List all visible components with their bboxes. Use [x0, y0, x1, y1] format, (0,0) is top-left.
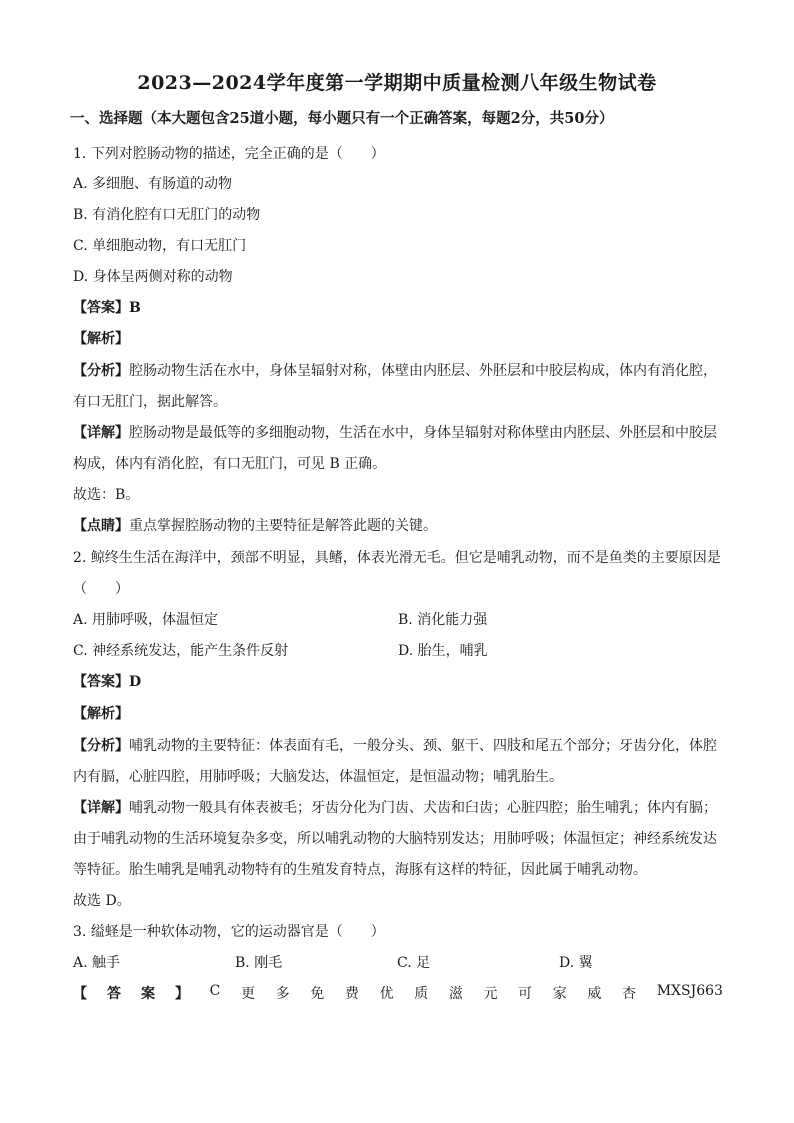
q1-fenxi-line-1 [73, 360, 717, 380]
q2-fenxi-text-1: 哺乳动物的主要特征：体表面有毛，一般分头、颈、躯干、四肢和尾五个部分；牙齿分化，体腔 [129, 738, 717, 754]
q3-stem: 3. 缢蛏是一种软体动物，它的运动器官是（ ） [73, 924, 385, 940]
footer-char: C [209, 983, 221, 999]
footer-char: 免 [310, 986, 325, 1002]
q2-xiangjie-text-1: 哺乳动物一般具有体表被毛；牙齿分化为门齿、犬齿和臼齿；心脏四腔；胎生哺乳；体内有膈； [129, 800, 717, 816]
q2-xiangjie-line-2: 由于哺乳动物的生活环境复杂多变，所以哺乳动物的大脑特别发达；用肺呼吸；体温恒定；神经系统发达 [73, 831, 717, 847]
q1-xiangjie-text-1: 腔肠动物是最低等的多细胞动物，生活在水中，身体呈辐射对称体壁由内胚层、外胚层和中胶层 [129, 425, 717, 441]
footer-char: 答 [107, 986, 121, 1002]
q1-dianjing-tag: 【点睛】 [73, 518, 129, 534]
q2-option-d: D. 胎生，哺乳 [398, 643, 488, 659]
footer-char: 家 [552, 986, 567, 1002]
q1-analysis-label: 【解析】 [73, 331, 129, 347]
q2-choose: 故选 D。 [73, 893, 131, 909]
q1-option-c: C. 单细胞动物，有口无肛门 [73, 238, 247, 254]
footer-char: 多 [275, 986, 290, 1002]
footer-code: MXSJ663 [656, 983, 723, 999]
q1-answer: 【答案】B [73, 300, 141, 316]
q2-stem-line-1: 2. 鲸终生生活在海洋中，颈部不明显，具鳍，体表光滑无毛。但它是哺乳动物，而不是鱼类的主要原因是 [73, 550, 721, 566]
q3-option-d: D. 翼 [559, 955, 593, 971]
q3-option-a: A. 触手 [73, 955, 121, 971]
q2-fenxi-line-1 [73, 735, 717, 755]
q1-fenxi-line-2: 有口无肛门，据此解答。 [73, 394, 227, 410]
q2-fenxi-line-2: 内有膈，心脏四腔，用肺呼吸；大脑发达，体温恒定，是恒温动物；哺乳胎生。 [73, 769, 563, 785]
q2-analysis-label: 【解析】 [73, 706, 129, 722]
q2-answer: 【答案】D [73, 674, 142, 690]
footer-char: 费 [344, 986, 359, 1002]
q1-stem: 1. 下列对腔肠动物的描述，完全正确的是（ ） [73, 146, 385, 162]
q1-option-b: B. 有消化腔有口无肛门的动物 [73, 207, 261, 223]
footer-char: 可 [518, 986, 533, 1002]
q2-options-row-2 [73, 640, 723, 660]
q2-fenxi-tag: 【分析】 [73, 738, 129, 754]
footer-char: 优 [379, 986, 394, 1002]
q3-options-row [73, 952, 723, 972]
q3-option-c: C. 足 [397, 955, 431, 971]
footer-char: 威 [587, 986, 602, 1002]
footer-char: 滋 [448, 986, 463, 1002]
q2-stem-line-2: （ ） [73, 581, 129, 597]
footer-char: 【 [73, 986, 87, 1002]
q1-xiangjie-line-1 [73, 422, 717, 442]
footer-char: 元 [483, 986, 498, 1002]
footer-char: 更 [241, 986, 255, 1002]
footer-char: 案 [141, 986, 155, 1002]
q1-option-a: A. 多细胞、有肠道的动物 [73, 176, 233, 192]
q1-fenxi-text-1: 腔肠动物生活在水中，身体呈辐射对称，体壁由内胚层、外胚层和中胶层构成，体内有消化腔， [129, 363, 717, 379]
q1-dianjing-text: 重点掌握腔肠动物的主要特征是解答此题的关键。 [129, 518, 437, 534]
q2-option-a: A. 用肺呼吸，体温恒定 [73, 612, 219, 628]
q3-option-b: B. 刚毛 [235, 955, 283, 971]
q1-choose: 故选：B。 [73, 487, 140, 503]
footer-char: 】 [175, 986, 189, 1002]
footer-line [73, 983, 723, 1003]
footer-char: 质 [414, 986, 429, 1002]
q1-xiangjie-line-2: 构成，体内有消化腔，有口无肛门，可见 B 正确。 [73, 456, 387, 472]
q2-xiangjie-line-3: 等特征。胎生哺乳是哺乳动物特有的生殖发育特点，海豚有这样的特征，因此属于哺乳动物。 [73, 862, 647, 878]
q1-option-d: D. 身体呈两侧对称的动物 [73, 269, 233, 285]
q2-option-b: B. 消化能力强 [398, 612, 488, 628]
q1-xiangjie-tag: 【详解】 [73, 425, 129, 441]
q1-dianjing-line [73, 515, 437, 535]
section-heading: 一、选择题（本大题包含25道小题，每小题只有一个正确答案，每题2分，共50分） [70, 110, 614, 127]
q2-xiangjie-tag: 【详解】 [73, 800, 129, 816]
footer-char: 杏 [622, 986, 637, 1002]
q2-options-row-1 [73, 609, 723, 629]
q2-xiangjie-line-1 [73, 797, 717, 817]
footer-answer-label [73, 983, 189, 1003]
page-title: 2023—2024学年度第一学期期中质量检测八年级生物试卷 [137, 72, 657, 94]
q1-fenxi-tag: 【分析】 [73, 363, 129, 379]
q2-option-c: C. 神经系统发达，能产生条件反射 [73, 643, 289, 659]
